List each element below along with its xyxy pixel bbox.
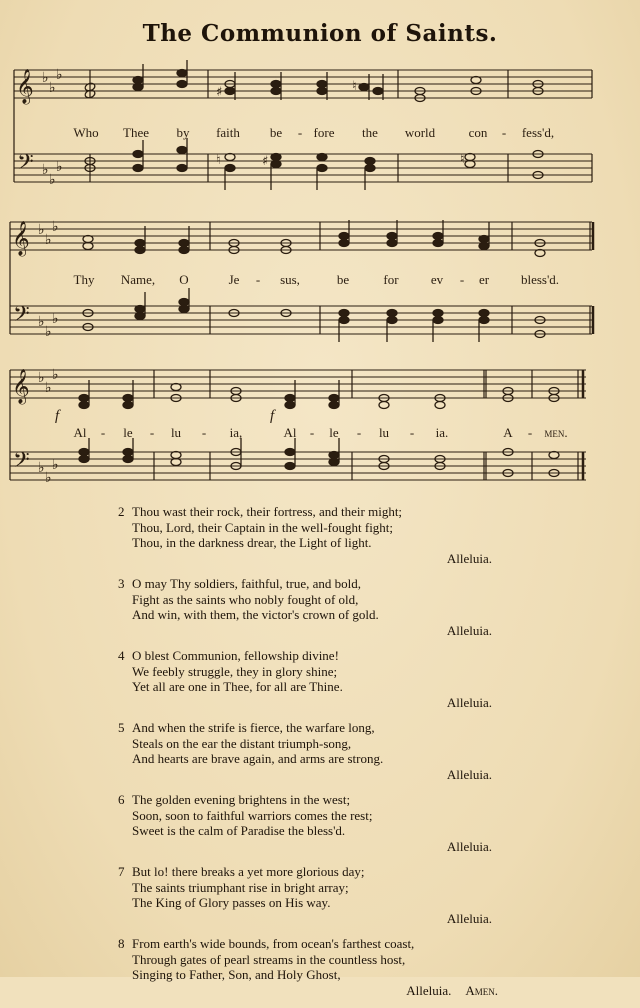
verse-8 [118,936,498,998]
lyric-syllable: - [356,425,362,440]
lyric-syllable: Al [73,425,87,440]
bass-clef-icon: 𝄢 [13,448,30,478]
lyric-syllable: ev [430,272,444,287]
verse-line [118,792,498,808]
svg-text:♭: ♭ [49,172,56,188]
verse-text: From earth's wide bounds, from ocean's farthest coast, [132,936,415,951]
lyric-syllable: O [179,272,189,287]
amen-text: Amen. [465,982,498,998]
lyric-syllable: - [297,125,303,140]
svg-text:♭: ♭ [52,219,59,235]
svg-text:♭: ♭ [49,80,56,96]
refrain-text: Alleluia. [406,982,452,998]
lyric-syllable: lu [378,425,390,440]
verse-line [118,504,498,520]
dynamic-marking: f [270,408,275,424]
verse-line: And win, with them, the victor's crown of gold. [132,607,379,622]
verse-number: 3 [118,576,125,591]
lyric-syllable: by [176,125,190,140]
refrain [118,983,498,999]
refrain: Alleluia. [446,550,492,566]
verse-line [118,936,498,952]
treble-staff-2 [10,222,592,250]
lyric-syllable: fore [313,125,335,140]
svg-text:♭: ♭ [45,232,52,248]
verse-line: Soon, soon to faithful warriors comes the rest; [132,807,373,823]
lyric-syllable: con [468,125,488,140]
verse-3 [118,576,498,638]
verse-number: 6 [118,792,125,807]
verse-line: Through gates of pearl streams in the countless host, [132,951,406,967]
lyric-syllable: Thy [73,272,95,287]
lyric-syllable: Name, [120,272,156,287]
svg-text:♭: ♭ [45,380,52,396]
lyric-syllable: world [404,125,436,140]
verse-text: But lo! there breaks a yet more glorious day; [132,864,365,879]
verse-line [118,648,498,664]
svg-text:♮: ♮ [352,79,357,94]
verse-text: And when the strife is fierce, the warfare long, [132,720,375,735]
dynamic-marking: f [55,408,60,424]
hymn-title: The Communion of Saints. [142,20,498,47]
lyric-syllable: le [123,425,133,440]
lyric-syllable: the [362,125,378,140]
lyric-syllable: Al [283,425,297,440]
verse-line: Singing to Father, Son, and Holy Ghost, [132,967,341,982]
lyric-syllable: A [503,425,513,440]
verse-5 [118,720,498,782]
verse-number: 7 [118,864,125,879]
bass-clef-icon: 𝄢 [17,150,34,180]
lyric-syllable: Je [228,272,240,287]
svg-text:♭: ♭ [56,159,63,175]
verse-number: 2 [118,504,125,519]
lyric-syllable: for [383,272,399,287]
lyric-syllable: - [255,272,261,287]
lyric-syllable: ia. [435,425,449,440]
lyric-syllable: - [149,425,155,440]
bass-clef-icon: 𝄢 [13,302,30,332]
bass-staff-1 [14,154,592,182]
refrain: Alleluia. [446,910,492,926]
svg-text:♭: ♭ [45,324,52,340]
lyric-syllable: faith [216,125,240,140]
verse-line: And hearts are brave again, and arms are strong. [132,751,384,766]
lyric-syllable: - [501,125,507,140]
svg-text:♯: ♯ [262,154,269,169]
verse-6 [118,792,498,854]
verse-text: The golden evening brightens in the west; [132,792,351,807]
lyric-syllable: bless'd. [520,272,560,287]
lyric-syllable: Thee [123,125,149,140]
verse-text: Thou wast their rock, their fortress, and their might; [132,504,403,519]
treble-staff-3 [10,370,586,398]
svg-text:♮: ♮ [460,152,465,167]
svg-text:♭: ♭ [52,311,59,327]
verse-4 [118,648,498,710]
svg-text:♮: ♮ [216,153,221,168]
svg-text:♭: ♭ [52,367,59,383]
lyric-syllable: - [459,272,465,287]
verses [118,504,498,1008]
verse-line [118,576,498,592]
treble-clef-icon: 𝄞 [12,369,30,404]
verse-line [118,720,498,736]
refrain: Alleluia. [446,622,492,638]
svg-text:♭: ♭ [38,370,45,386]
lyric-syllable: be [336,272,350,287]
key-signature-icon [42,67,63,188]
svg-text:♭: ♭ [42,162,49,178]
verse-number: 5 [118,720,125,735]
refrain: Alleluia. [446,766,492,782]
treble-clef-icon: 𝄞 [16,69,34,104]
lyric-syllable: be [269,125,283,140]
lyric-syllable: sus, [280,272,300,287]
verse-text: O blest Communion, fellowship divine! [132,648,339,663]
lyric-syllable: le [329,425,339,440]
verse-line: We feebly struggle, they in glory shine; [132,663,338,679]
verse-line: The saints triumphant rise in bright array; [132,879,349,895]
svg-text:♭: ♭ [38,222,45,238]
svg-text:♭: ♭ [52,457,59,473]
svg-text:♭: ♭ [38,460,45,476]
lyric-syllable: men. [544,425,568,440]
lyric-syllable: lu [170,425,182,440]
verse-number: 4 [118,648,125,663]
verse-line [118,864,498,880]
verse-line: Thou, Lord, their Captain in the well-fought fight; [132,519,394,535]
verse-line: Fight as the saints who nobly fought of old, [132,591,359,607]
verse-line: Sweet is the calm of Paradise the bless'd. [132,823,346,838]
treble-clef-icon: 𝄞 [12,221,30,256]
refrain: Alleluia. [446,694,492,710]
key-signature-icon [38,367,59,486]
lyric-syllable: - [201,425,207,440]
svg-text:♭: ♭ [45,470,52,486]
lyric-syllable: Who [73,125,99,140]
verse-line: Steals on the ear the distant triumph-song, [132,735,352,751]
verse-line: The King of Glory passes on His way. [132,895,331,910]
lyric-syllable: - [100,425,106,440]
svg-text:♭: ♭ [38,314,45,330]
verse-2 [118,504,498,566]
refrain: Alleluia. [446,838,492,854]
verse-line: Yet all are one in Thee, for all are Thine. [132,679,343,694]
key-signature-icon [38,219,59,340]
verse-number: 8 [118,936,125,951]
verse-text: O may Thy soldiers, faithful, true, and bold, [132,576,362,591]
lyric-syllable: fess'd, [521,125,555,140]
treble-staff-1 [14,70,592,98]
svg-text:♭: ♭ [42,70,49,86]
verse-7 [118,864,498,926]
lyric-syllable: ia, [229,425,243,440]
svg-text:♯: ♯ [216,85,223,100]
lyric-syllable: - [527,425,533,440]
svg-text:♭: ♭ [56,67,63,83]
bass-staff-2 [10,306,592,334]
verse-line: Thou, in the darkness drear, the Light of light. [132,535,372,550]
bass-staff-3 [10,452,586,480]
lyric-syllable: er [478,272,490,287]
lyric-syllable: - [409,425,415,440]
lyric-syllable: - [309,425,315,440]
